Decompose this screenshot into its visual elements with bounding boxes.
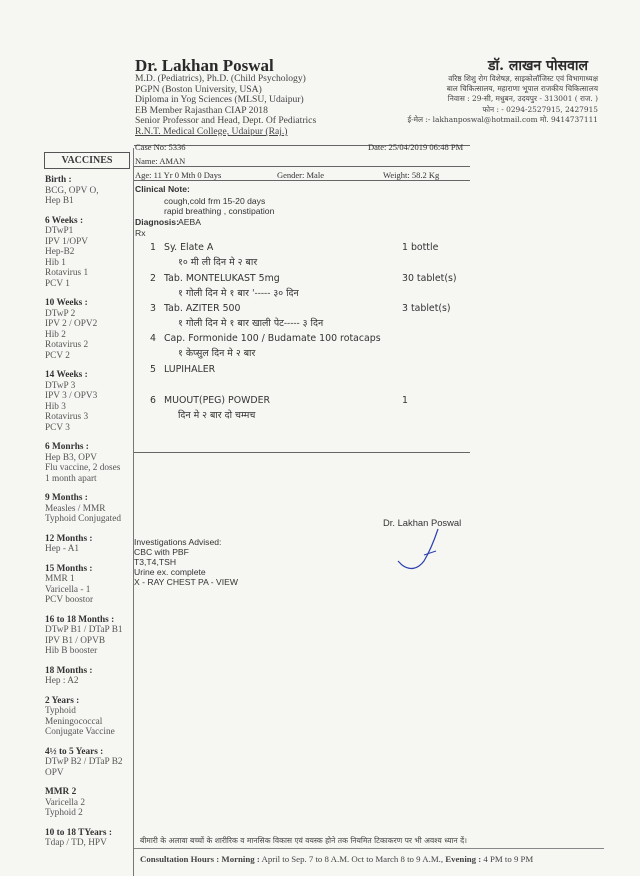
diagnosis-label: Diagnosis:: [135, 217, 179, 227]
vaccine-item: Typhoid Conjugated: [45, 514, 122, 524]
vaccine-group: [45, 493, 133, 525]
doctor-name-hindi: डॉ. लाखन पोसवाल: [487, 58, 588, 74]
vaccine-item: PCV 2: [45, 350, 70, 361]
signature-scribble: [388, 525, 448, 575]
investigations-title: Investigations Advised:: [134, 537, 222, 547]
vaccine-group: [45, 828, 133, 849]
hindi-line: बाल चिकित्सालय, महाराणा भूपाल राजकीय चिकित्सालय: [446, 84, 598, 94]
morning-hours: April to Sep. 7 to 8 A.M. Oct to March 8 to 9 A.M.,: [261, 854, 444, 864]
vaccine-group: [45, 298, 133, 361]
vaccine-group-heading: MMR 2: [45, 787, 77, 797]
patient-gender: Gender: Male: [277, 170, 324, 180]
hindi-line: निवास : 29-सी, मधुबन, उदयपुर - 313001 ( राज. ): [447, 94, 598, 104]
vaccine-item: Flu vaccine, 2 doses: [45, 463, 121, 473]
vaccine-item: Rotavirus 2: [45, 340, 89, 350]
vaccine-group-heading: 18 Months :: [45, 665, 93, 676]
investigation-item: T3,T4,TSH: [134, 557, 177, 567]
vaccine-item: IPV 2 / OPV2: [45, 319, 98, 329]
rx-number: 1: [150, 242, 156, 253]
vaccine-item: Meningococcal: [45, 716, 103, 727]
rx-end-rule: [134, 452, 470, 453]
rx-number: 4: [150, 333, 156, 344]
vaccine-item: Rotavirus 1: [45, 268, 89, 278]
vaccine-item: Typhoid: [45, 706, 76, 716]
diagnosis-value: AEBA: [178, 217, 201, 227]
medicine-name: MUOUT(PEG) POWDER: [164, 395, 271, 406]
vaccine-item: IPV 1/OPV: [45, 236, 88, 247]
hindi-line: फोन : - 0294-2527915, 2427915: [482, 104, 598, 114]
vaccine-group-heading: 4½ to 5 Years :: [45, 746, 104, 757]
medicine-quantity: 3 tablet(s): [402, 303, 451, 314]
investigation-item: X - RAY CHEST PA - VIEW: [134, 577, 238, 587]
patient-rule: [134, 166, 470, 167]
vaccine-group-heading: 9 Months :: [45, 493, 88, 503]
vaccine-item: IPV B1 / OPVB: [45, 635, 106, 646]
vaccines-title: VACCINES: [44, 152, 130, 169]
evening-hours: 4 PM to 9 PM: [483, 854, 534, 864]
clinical-note-label: Clinical Note:: [135, 184, 190, 194]
vaccine-group: [45, 787, 133, 819]
vaccine-group: [45, 666, 133, 687]
investigation-item: Urine ex. complete: [134, 567, 206, 577]
morning-label: Morning :: [221, 854, 260, 864]
vaccine-schedule: [45, 175, 133, 858]
medicine-name: LUPIHALER: [164, 364, 216, 375]
hindi-line: ई-मेल :- lakhanposwal@hotmail.com मो. 9414737111: [407, 114, 598, 124]
investigation-item: CBC with PBF: [134, 547, 189, 557]
vaccine-group-heading: 12 Months :: [45, 533, 93, 544]
case-number: Case No: 5336: [135, 142, 186, 152]
vaccine-item: Measles / MMR: [45, 503, 106, 514]
hindi-line: वरिष्ठ शिशु रोग विशेषज्ञ, साइकोलॉजिस्ट एवं विभागाध्यक्ष: [448, 74, 598, 83]
vaccine-item: Hep-B2: [45, 247, 75, 257]
hindi-contact-details: [407, 74, 598, 125]
doctor-name: Dr. Lakhan Poswal: [135, 56, 274, 75]
vaccine-group: [45, 696, 133, 738]
qualification-line: R.N.T. Medical College, Udaipur (Raj.): [135, 125, 288, 137]
medicine-quantity: 1: [402, 395, 408, 406]
vaccine-group-heading: 15 Months :: [45, 563, 93, 574]
vaccine-item: Varicella - 1: [45, 584, 91, 595]
dosage-instruction: १० मी ली दिन मे २ बार: [178, 257, 258, 268]
vaccine-item: Rotavirus 3: [45, 412, 89, 422]
qualification-line: Senior Professor and Head, Dept. Of Pediatrics: [135, 115, 317, 127]
vaccine-group-heading: 2 Years :: [45, 695, 80, 706]
vaccine-item: 1 month apart: [45, 473, 97, 484]
vaccine-group: [45, 534, 133, 555]
clinical-note-line: rapid breathing , constipation: [164, 206, 275, 216]
vaccine-item: BCG, OPV O,: [45, 185, 99, 196]
vaccine-item: Hep : A2: [45, 676, 79, 686]
doctor-signature-name: Dr. Lakhan Poswal: [383, 517, 462, 528]
vaccine-item: DTwP B2 / DTaP B2: [45, 757, 123, 767]
vaccine-item: IPV 3 / OPV3: [45, 391, 98, 401]
vaccine-item: Hep - A1: [45, 544, 80, 554]
vaccine-item: PCV 1: [45, 278, 70, 289]
dosage-instruction: दिन मे २ बार दो चम्मच: [178, 410, 256, 421]
dosage-instruction: १ गोली दिन मे १ बार खाली पेट----- ३ दिन: [178, 318, 324, 329]
vaccine-item: Conjugate Vaccine: [45, 727, 115, 737]
qualification-line: Diploma in Yog Sciences (MLSU, Udaipur): [135, 94, 304, 106]
vaccine-item: PCV boostor: [45, 595, 94, 605]
vaccine-item: Hep B3, OPV: [45, 452, 97, 463]
rx-symbol: Rx: [135, 228, 146, 238]
medicine-name: Tab. AZITER 500: [164, 303, 241, 314]
sidebar-divider: [133, 148, 134, 876]
qualification-line: EB Member Rajasthan CIAP 2018: [135, 104, 268, 116]
vaccine-item: DTwP1: [45, 226, 74, 236]
medicine-quantity: 1 bottle: [402, 242, 439, 253]
clinical-note-line: cough,cold frm 15-20 days: [164, 196, 266, 206]
doctor-qualifications: [135, 74, 316, 138]
vaccine-group: [45, 370, 133, 433]
visit-date: Date: 25/04/2019 06:48 PM: [368, 142, 464, 152]
vaccine-group: [45, 564, 133, 606]
vaccine-item: Hib 3: [45, 401, 66, 412]
vaccine-item: Hep B1: [45, 196, 74, 206]
vaccine-item: Hib 1: [45, 257, 66, 268]
vaccine-group: [45, 216, 133, 290]
vaccine-group-heading: 6 Monrhs :: [45, 442, 89, 452]
vaccine-group-heading: 10 to 18 TYears :: [45, 827, 112, 838]
medicine-quantity: 30 tablet(s): [402, 273, 457, 284]
consultation-hours: [140, 854, 533, 864]
vaccine-item: Hib B booster: [45, 646, 98, 656]
vaccine-item: DTwP B1 / DTaP B1: [45, 625, 123, 635]
rx-number: 3: [150, 303, 156, 314]
vaccine-group-heading: 6 Weeks :: [45, 215, 84, 226]
vaccine-group-heading: 16 to 18 Months :: [45, 614, 115, 625]
vaccine-item: Tdap / TD, HPV: [45, 838, 107, 848]
patient-name: Name: AMAN: [135, 156, 186, 166]
medicine-name: Tab. MONTELUKAST 5mg: [164, 273, 280, 284]
footer-rule: [134, 848, 604, 849]
patient-weight: Weight: 58.2 Kg: [383, 170, 440, 180]
vaccine-group: [45, 442, 133, 484]
evening-label: Evening :: [445, 854, 482, 864]
dosage-instruction: १ गोली दिन मे १ बार '----- ३० दिन: [178, 288, 299, 299]
vaccine-item: PCV 3: [45, 422, 70, 433]
vaccine-item: DTwP 2: [45, 308, 76, 319]
consult-label: Consultation Hours :: [140, 854, 220, 864]
footer-note: बीमारी के अलावा बच्चों के शारीरिक व मानसिक विकास एवं वयस्क होने तक नियमित टिकाकरण पर भी अवश्य ध्यान दें।: [140, 836, 467, 845]
medicine-name: Sy. Elate A: [164, 242, 214, 253]
vaccine-item: Hib 2: [45, 329, 66, 340]
dosage-instruction: १ केप्सुल दिन मे २ बार: [178, 348, 256, 359]
vaccine-group: [45, 175, 133, 207]
patient-rule: [134, 180, 470, 181]
vaccine-group-heading: Birth :: [45, 175, 72, 185]
vaccine-group-heading: 14 Weeks :: [45, 370, 88, 380]
medicine-name: Cap. Formonide 100 / Budamate 100 rotacaps: [164, 333, 381, 344]
qualification-line: PGPN (Boston University, USA): [135, 83, 262, 95]
rx-number: 6: [150, 395, 156, 406]
vaccine-item: Varicella 2: [45, 797, 86, 808]
rx-number: 2: [150, 273, 156, 284]
vaccine-group-heading: 10 Weeks :: [45, 298, 88, 308]
rx-number: 5: [150, 364, 156, 375]
vaccine-group: [45, 747, 133, 779]
vaccine-item: OPV: [45, 767, 64, 778]
vaccine-item: MMR 1: [45, 574, 75, 584]
patient-age: Age: 11 Yr 0 Mth 0 Days: [135, 170, 222, 180]
qualification-line: M.D. (Pediatrics), Ph.D. (Child Psychology): [135, 73, 306, 84]
vaccine-group: [45, 615, 133, 657]
vaccine-item: Typhoid 2: [45, 808, 83, 818]
vaccine-item: DTwP 3: [45, 380, 76, 391]
